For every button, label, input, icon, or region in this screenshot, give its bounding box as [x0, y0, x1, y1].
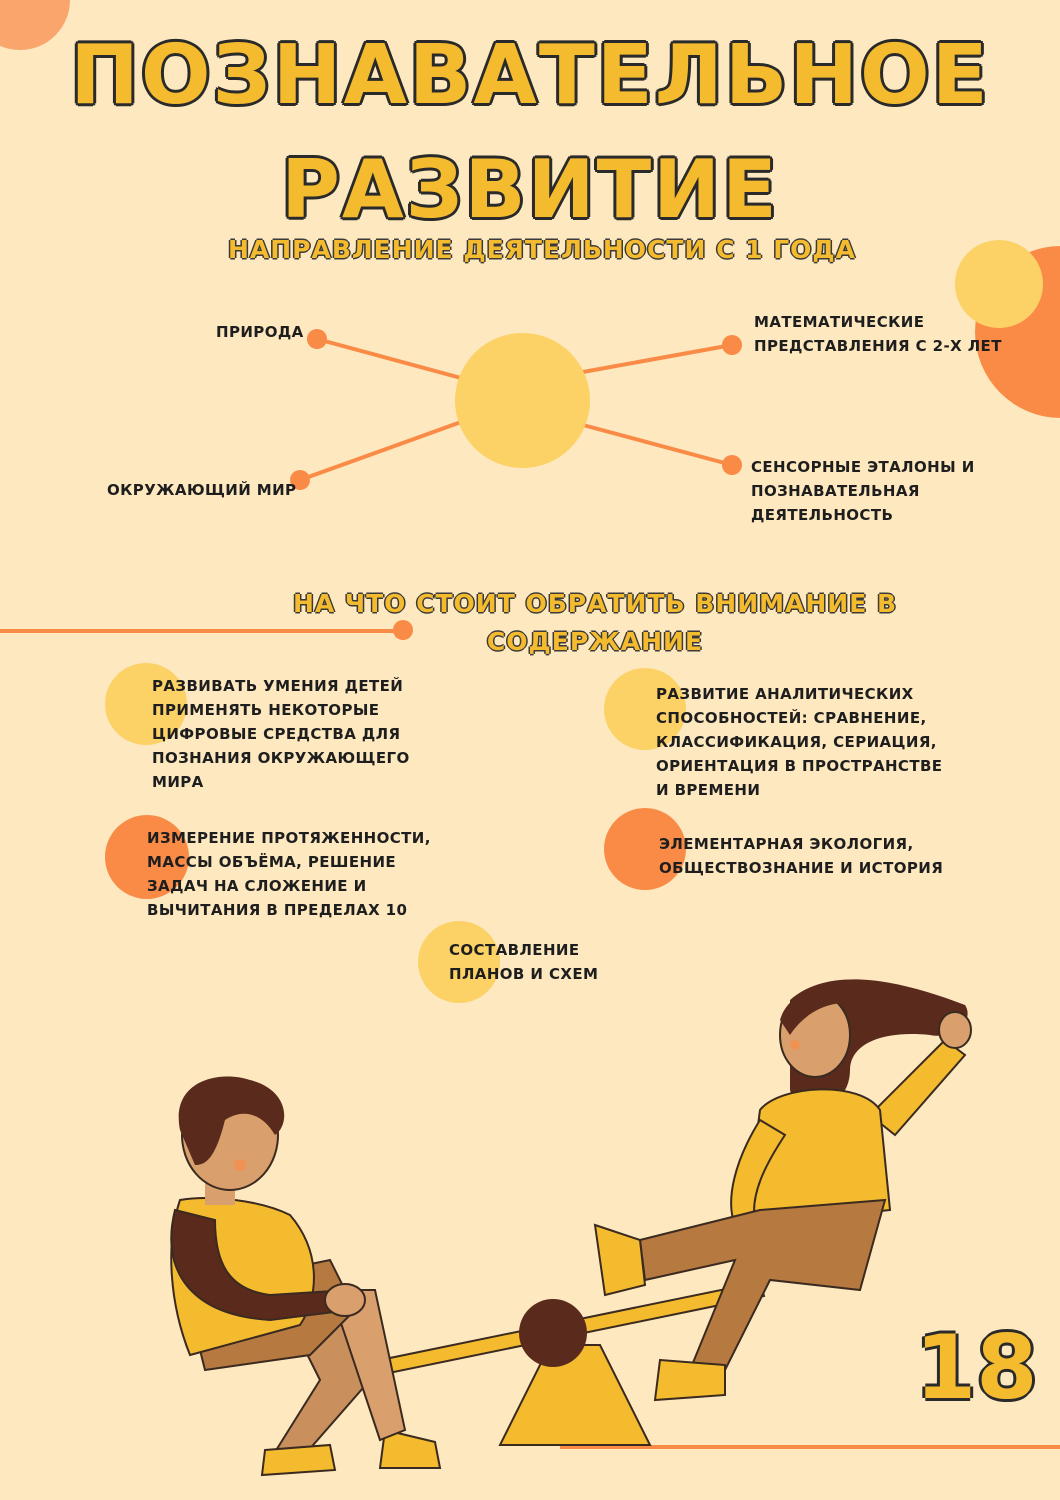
item-analytic-line: И ВРЕМЕНИ	[656, 781, 761, 799]
item-ecology	[659, 832, 943, 880]
mindmap-math-line2: ПРЕДСТАВЛЕНИЯ С 2-Х ЛЕТ	[754, 337, 1002, 355]
seesaw-illustration	[0, 960, 1060, 1500]
item-plans-line: ПЛАНОВ И СХЕМ	[449, 965, 599, 983]
subtitle: НАПРАВЛЕНИЕ ДЕЯТЕЛЬНОСТИ С 1 ГОДА	[227, 235, 857, 264]
page-title-line1: ПОЗНАВАТЕЛЬНОЕ	[70, 28, 990, 123]
item-plans-line: СОСТАВЛЕНИЕ	[449, 941, 580, 959]
item-digital-line: ЦИФРОВЫЕ СРЕДСТВА ДЛЯ	[152, 725, 401, 743]
mindmap-math	[754, 310, 1002, 358]
mindmap-math-line1: МАТЕМАТИЧЕСКИЕ	[754, 313, 925, 331]
mindmap-world: ОКРУЖАЮЩИЙ МИР	[107, 481, 297, 499]
item-digital-line: ПОЗНАНИЯ ОКРУЖАЮЩЕГО	[152, 749, 410, 767]
item-analytic	[656, 682, 942, 802]
item-measure-line: МАССЫ ОБЪЁМА, РЕШЕНИЕ	[147, 853, 397, 871]
item-analytic-line: РАЗВИТИЕ АНАЛИТИЧЕСКИХ	[656, 685, 914, 703]
mindmap-nature: ПРИРОДА	[216, 323, 304, 341]
page-title-line2: РАЗВИТИЕ	[281, 143, 779, 236]
mindmap-sensory-line1: СЕНСОРНЫЕ ЭТАЛОНЫ И	[751, 458, 975, 476]
mindmap-sensory-line2: ПОЗНАВАТЕЛЬНАЯ	[751, 482, 920, 500]
section2-heading-line1: НА ЧТО СТОИТ ОБРАТИТЬ ВНИМАНИЕ В	[292, 589, 898, 618]
item-ecology-line: ОБЩЕСТВОЗНАНИЕ И ИСТОРИЯ	[659, 859, 944, 877]
item-digital-line: РАЗВИВАТЬ УМЕНИЯ ДЕТЕЙ	[152, 677, 404, 695]
section2-heading	[275, 585, 915, 661]
item-digital	[152, 674, 410, 794]
item-digital-line: ПРИМЕНЯТЬ НЕКОТОРЫЕ	[152, 701, 380, 719]
item-digital-line: МИРА	[152, 773, 204, 791]
boy-figure	[171, 1077, 440, 1475]
page-number: 18	[915, 1316, 1038, 1419]
item-measure-line: ЗАДАЧ НА СЛОЖЕНИЕ И	[147, 877, 367, 895]
item-analytic-line: СПОСОБНОСТЕЙ: СРАВНЕНИЕ,	[656, 709, 927, 727]
item-ecology-line: ЭЛЕМЕНТАРНАЯ ЭКОЛОГИЯ,	[659, 835, 914, 853]
item-analytic-line: КЛАССИФИКАЦИЯ, СЕРИАЦИЯ,	[656, 733, 937, 751]
mindmap-sensory	[751, 455, 975, 527]
section2-heading-line2: СОДЕРЖАНИЕ	[486, 627, 704, 656]
item-measure-line: ВЫЧИТАНИЯ В ПРЕДЕЛАХ 10	[147, 901, 408, 919]
mindmap-sensory-line3: ДЕЯТЕЛЬНОСТЬ	[751, 506, 894, 524]
item-analytic-line: ОРИЕНТАЦИЯ В ПРОСТРАНСТВЕ	[656, 757, 943, 775]
item-measure	[147, 826, 431, 922]
item-measure-line: ИЗМЕРЕНИЕ ПРОТЯЖЕННОСТИ,	[147, 829, 431, 847]
mindmap-center	[455, 333, 590, 468]
